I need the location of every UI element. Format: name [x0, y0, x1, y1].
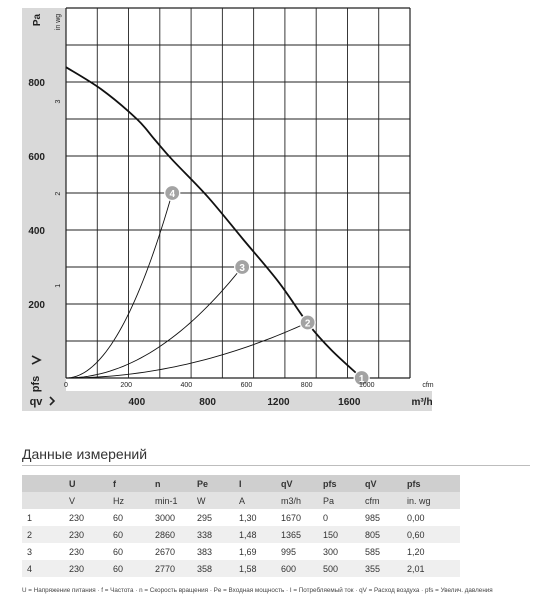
table-cell: 300	[318, 543, 360, 560]
table-header-row	[22, 475, 460, 492]
table-cell: m3/h	[276, 492, 318, 509]
table-cell: pfs	[318, 475, 360, 492]
table-cell: 1,30	[234, 509, 276, 526]
table-cell: 60	[108, 543, 150, 560]
operating-point-label: 2	[304, 318, 311, 330]
x-unit-cfm: cfm	[422, 382, 434, 389]
x-tick-cfm: 600	[240, 382, 253, 389]
table-cell: 805	[360, 526, 402, 543]
table-cell: 2	[22, 526, 64, 543]
y-axis-symbol: pfs	[30, 375, 42, 393]
y-tick-inwg: 2	[55, 191, 62, 196]
table-cell: 1	[22, 509, 64, 526]
x-tick-cfm: 400	[180, 382, 193, 389]
table-cell: qV	[360, 475, 402, 492]
table-cell: 1,69	[234, 543, 276, 560]
table-row	[22, 509, 460, 526]
x-tick-m3h: 1600	[338, 397, 361, 408]
table-cell: n	[150, 475, 192, 492]
y-tick-pa: 800	[28, 78, 45, 89]
chart-grid	[66, 8, 410, 378]
table-cell: I	[234, 475, 276, 492]
table-cell: 995	[276, 543, 318, 560]
table-cell: 600	[276, 560, 318, 577]
table-cell	[22, 492, 64, 509]
table-units-row	[22, 492, 460, 509]
table-cell: 383	[192, 543, 234, 560]
table-cell: qV	[276, 475, 318, 492]
table-cell: Pe	[192, 475, 234, 492]
system-curve-2	[66, 323, 308, 379]
table-cell: 0,00	[402, 509, 460, 526]
measurements-table	[22, 475, 460, 577]
axis-bands	[22, 8, 432, 411]
x-tick-cfm: 800	[300, 382, 313, 389]
table-cell: 2860	[150, 526, 192, 543]
y-tick-pa: 200	[28, 300, 45, 311]
table-cell: in. wg	[402, 492, 460, 509]
y-tick-inwg: 1	[55, 283, 62, 288]
operating-point-label: 3	[239, 262, 245, 274]
x-unit-m3h: m³/h	[411, 397, 433, 408]
curves-layer	[66, 67, 362, 378]
table-cell: 358	[192, 560, 234, 577]
markers-layer	[165, 186, 369, 386]
table-cell: 3000	[150, 509, 192, 526]
table-cell: 985	[360, 509, 402, 526]
table-cell: 4	[22, 560, 64, 577]
table-cell: Hz	[108, 492, 150, 509]
table-cell: 2,01	[402, 560, 460, 577]
table-cell: 230	[64, 560, 108, 577]
table-cell: pfs	[402, 475, 460, 492]
performance-curve	[66, 67, 362, 378]
operating-point-label: 1	[358, 373, 365, 385]
table-cell: cfm	[360, 492, 402, 509]
x-axis-band	[22, 391, 432, 411]
table-cell: 1,58	[234, 560, 276, 577]
x-tick-cfm: 0	[64, 382, 68, 389]
table-cell: 295	[192, 509, 234, 526]
table-cell: 500	[318, 560, 360, 577]
table-cell: 60	[108, 526, 150, 543]
measurements-heading	[22, 444, 530, 466]
operating-point-label: 4	[169, 188, 176, 200]
table-cell: 230	[64, 543, 108, 560]
system-curve-3	[66, 267, 242, 378]
axis-labels	[28, 13, 433, 408]
table-cell: W	[192, 492, 234, 509]
y-tick-pa: 400	[28, 226, 45, 237]
table-cell: V	[64, 492, 108, 509]
table-cell: 150	[318, 526, 360, 543]
table-cell: 1670	[276, 509, 318, 526]
table-cell: 585	[360, 543, 402, 560]
table-cell: 60	[108, 560, 150, 577]
table-cell: Pa	[318, 492, 360, 509]
table-cell: 3	[22, 543, 64, 560]
y-tick-pa: 600	[28, 152, 45, 163]
table-cell: 2670	[150, 543, 192, 560]
x-tick-m3h: 800	[199, 397, 216, 408]
y-axis-band	[22, 8, 66, 404]
x-axis-symbol: qv	[29, 396, 43, 408]
y-unit-inwg: in wg	[55, 13, 62, 31]
table-cell	[22, 475, 64, 492]
system-curve-4	[66, 193, 172, 378]
table-cell: 1365	[276, 526, 318, 543]
measurements-title: Данные измерений	[22, 446, 148, 462]
table-cell: min-1	[150, 492, 192, 509]
x-tick-m3h: 1200	[267, 397, 290, 408]
table-cell: 1,48	[234, 526, 276, 543]
table-cell: 60	[108, 509, 150, 526]
table-cell: A	[234, 492, 276, 509]
table-cell: 338	[192, 526, 234, 543]
x-tick-cfm: 200	[120, 382, 133, 389]
x-tick-cfm: 1000	[359, 382, 375, 389]
table-cell: f	[108, 475, 150, 492]
table-cell: U	[64, 475, 108, 492]
table-cell: 230	[64, 526, 108, 543]
x-tick-m3h: 400	[128, 397, 146, 408]
table-row	[22, 526, 460, 543]
table-cell: 1,20	[402, 543, 460, 560]
y-tick-inwg: 3	[55, 99, 62, 104]
table-row	[22, 543, 460, 560]
table-row	[22, 560, 460, 577]
table-cell: 0	[318, 509, 360, 526]
table-cell: 355	[360, 560, 402, 577]
table-cell: 2770	[150, 560, 192, 577]
table-cell: 230	[64, 509, 108, 526]
legend-footnote: U = Напряжение питания · f = Частота · n = Скорость вращения · Pe = Входная мощность · I = Потребляемый ток · qV = Расход воздуха · pfs = Увелич. давления	[22, 587, 493, 594]
table-cell: 0,60	[402, 526, 460, 543]
y-unit-pa: Pa	[32, 13, 43, 27]
